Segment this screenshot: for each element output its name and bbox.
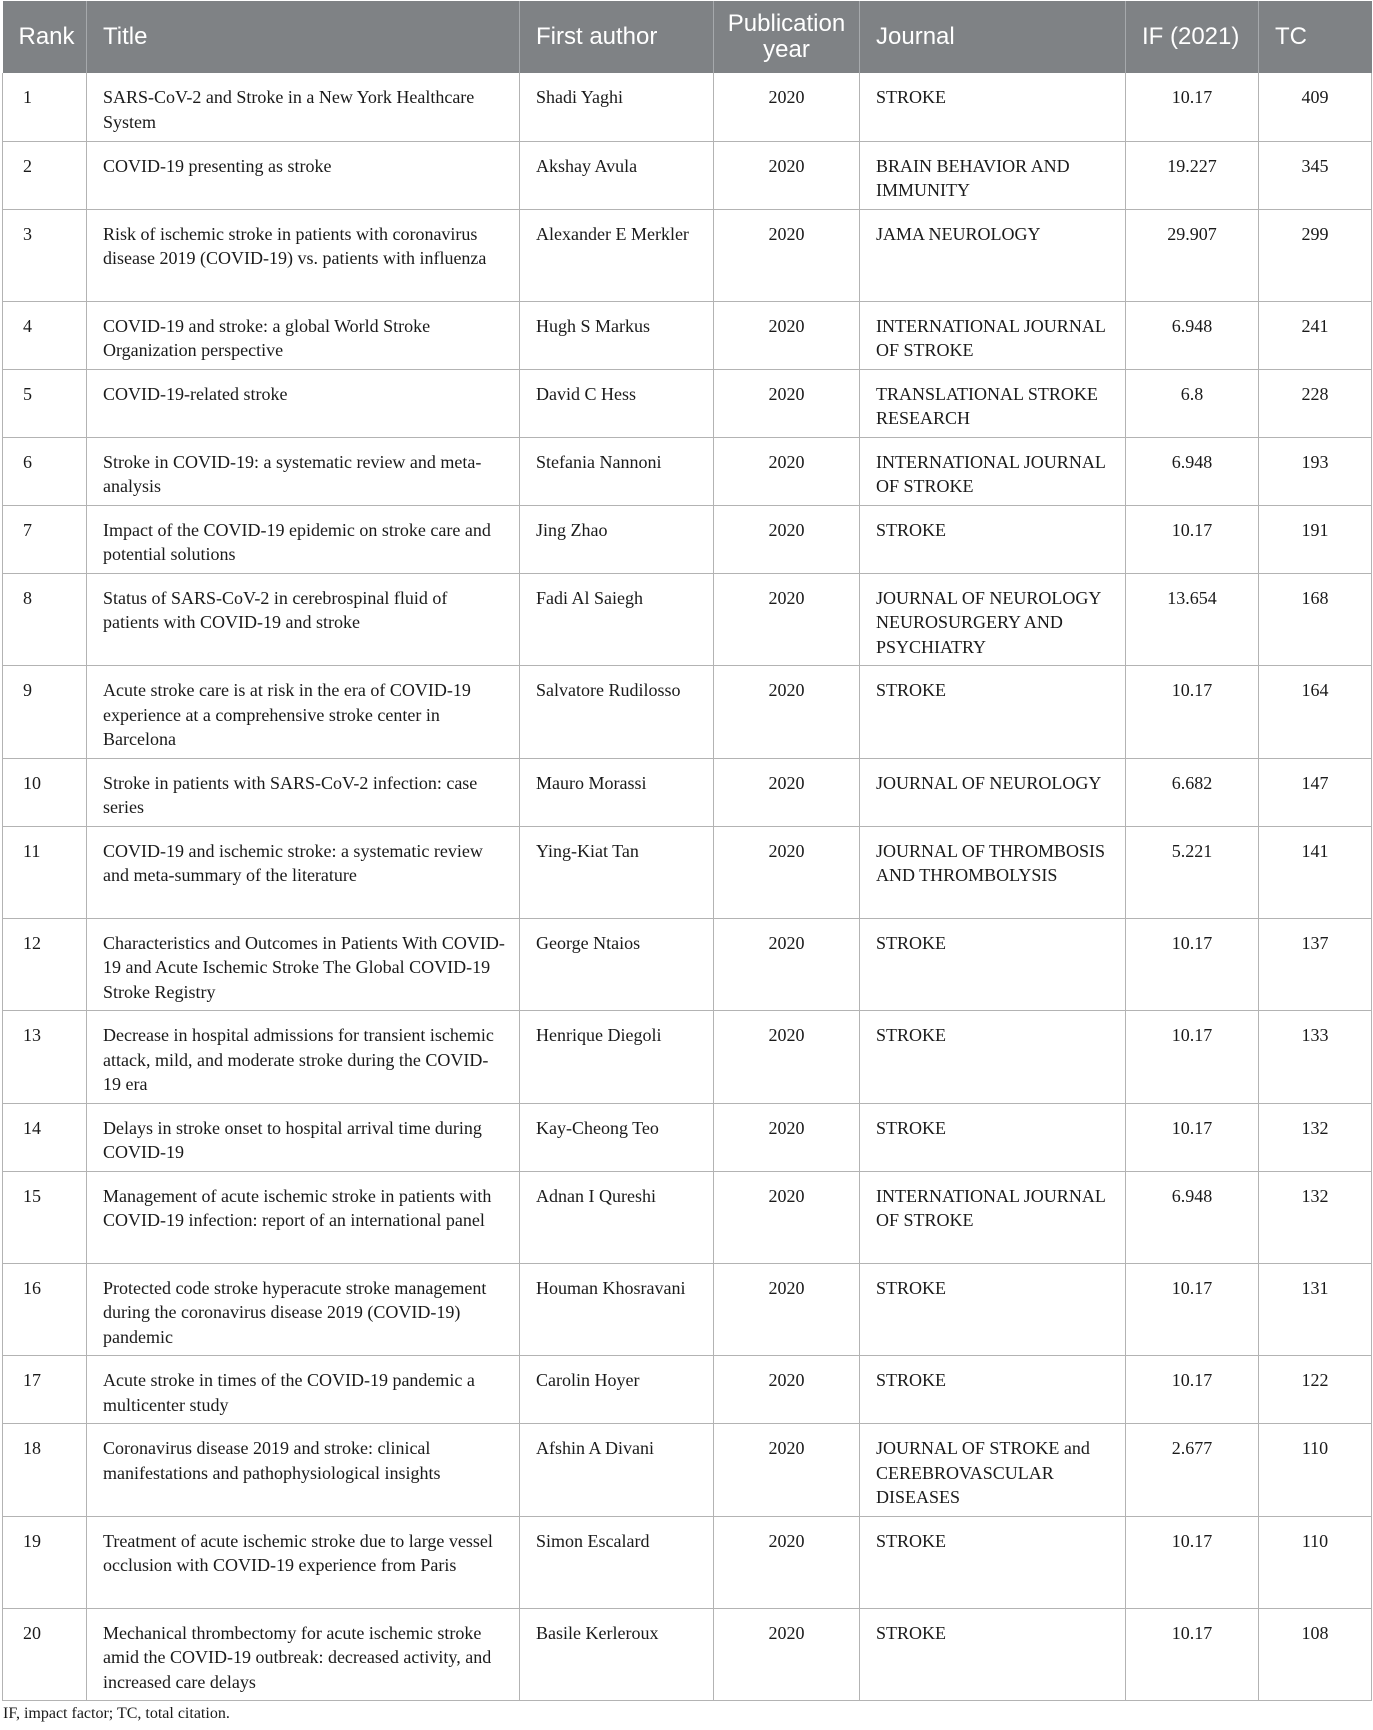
cell-first-author: George Ntaios bbox=[520, 918, 714, 1011]
cell-impact-factor: 2.677 bbox=[1126, 1424, 1259, 1517]
cell-title: Protected code stroke hyperacute stroke management during the coronavirus disease 2019 (COVID-19) pandemic bbox=[87, 1263, 520, 1356]
cell-total-citations: 132 bbox=[1259, 1103, 1372, 1171]
cell-publication-year: 2020 bbox=[714, 918, 860, 1011]
cell-journal: JOURNAL OF STROKE and CEREBROVASCULAR DISEASES bbox=[860, 1424, 1126, 1517]
cell-impact-factor: 19.227 bbox=[1126, 141, 1259, 209]
header-journal: Journal bbox=[860, 1, 1126, 73]
cell-first-author: Ying-Kiat Tan bbox=[520, 826, 714, 918]
cell-publication-year: 2020 bbox=[714, 826, 860, 918]
cell-total-citations: 299 bbox=[1259, 209, 1372, 301]
cell-impact-factor: 10.17 bbox=[1126, 73, 1259, 141]
cell-impact-factor: 6.948 bbox=[1126, 437, 1259, 505]
cell-rank: 18 bbox=[3, 1424, 87, 1517]
cell-journal: STROKE bbox=[860, 73, 1126, 141]
cell-title: Acute stroke care is at risk in the era of COVID-19 experience at a comprehensive stroke center in Barcelona bbox=[87, 666, 520, 759]
cell-impact-factor: 10.17 bbox=[1126, 1263, 1259, 1356]
cell-first-author: Akshay Avula bbox=[520, 141, 714, 209]
header-total-citations: TC bbox=[1259, 1, 1372, 73]
cell-total-citations: 110 bbox=[1259, 1424, 1372, 1517]
cell-title: Stroke in patients with SARS-CoV-2 infection: case series bbox=[87, 758, 520, 826]
table-row bbox=[3, 505, 1372, 573]
cell-first-author: Salvatore Rudilosso bbox=[520, 666, 714, 759]
cell-first-author: Mauro Morassi bbox=[520, 758, 714, 826]
cell-first-author: Henrique Diegoli bbox=[520, 1011, 714, 1104]
cell-title: Delays in stroke onset to hospital arrival time during COVID-19 bbox=[87, 1103, 520, 1171]
cell-total-citations: 110 bbox=[1259, 1516, 1372, 1608]
cell-rank: 14 bbox=[3, 1103, 87, 1171]
cell-journal: STROKE bbox=[860, 1516, 1126, 1608]
cell-first-author: David C Hess bbox=[520, 369, 714, 437]
cell-impact-factor: 13.654 bbox=[1126, 573, 1259, 666]
cell-impact-factor: 10.17 bbox=[1126, 918, 1259, 1011]
cell-journal: INTERNATIONAL JOURNAL OF STROKE bbox=[860, 301, 1126, 369]
cell-total-citations: 409 bbox=[1259, 73, 1372, 141]
cell-rank: 1 bbox=[3, 73, 87, 141]
header-first-author: First author bbox=[520, 1, 714, 73]
table-row bbox=[3, 1171, 1372, 1263]
cell-title: COVID-19 and stroke: a global World Stroke Organization perspective bbox=[87, 301, 520, 369]
table-row bbox=[3, 73, 1372, 141]
cell-first-author: Hugh S Markus bbox=[520, 301, 714, 369]
cell-impact-factor: 10.17 bbox=[1126, 1516, 1259, 1608]
cell-total-citations: 147 bbox=[1259, 758, 1372, 826]
cell-publication-year: 2020 bbox=[714, 1171, 860, 1263]
cell-publication-year: 2020 bbox=[714, 1011, 860, 1104]
table-row bbox=[3, 301, 1372, 369]
cell-impact-factor: 29.907 bbox=[1126, 209, 1259, 301]
cell-title: Mechanical thrombectomy for acute ischemic stroke amid the COVID-19 outbreak: decreased activity, and increased care delays bbox=[87, 1608, 520, 1701]
cell-rank: 15 bbox=[3, 1171, 87, 1263]
cell-first-author: Afshin A Divani bbox=[520, 1424, 714, 1517]
cell-publication-year: 2020 bbox=[714, 505, 860, 573]
table-row bbox=[3, 1424, 1372, 1517]
cell-first-author: Fadi Al Saiegh bbox=[520, 573, 714, 666]
cell-title: Coronavirus disease 2019 and stroke: clinical manifestations and pathophysiological insights bbox=[87, 1424, 520, 1517]
cell-title: Risk of ischemic stroke in patients with coronavirus disease 2019 (COVID-19) vs. patients with influenza bbox=[87, 209, 520, 301]
cell-publication-year: 2020 bbox=[714, 1516, 860, 1608]
cell-journal: STROKE bbox=[860, 918, 1126, 1011]
cell-journal: STROKE bbox=[860, 1263, 1126, 1356]
cell-total-citations: 345 bbox=[1259, 141, 1372, 209]
cell-total-citations: 228 bbox=[1259, 369, 1372, 437]
table-row bbox=[3, 1011, 1372, 1104]
cell-first-author: Shadi Yaghi bbox=[520, 73, 714, 141]
cell-publication-year: 2020 bbox=[714, 1424, 860, 1517]
cell-rank: 19 bbox=[3, 1516, 87, 1608]
cell-journal: JOURNAL OF THROMBOSIS AND THROMBOLYSIS bbox=[860, 826, 1126, 918]
top-cited-articles-table bbox=[2, 1, 1372, 1701]
cell-publication-year: 2020 bbox=[714, 1103, 860, 1171]
cell-total-citations: 133 bbox=[1259, 1011, 1372, 1104]
cell-first-author: Stefania Nannoni bbox=[520, 437, 714, 505]
table-header-row bbox=[3, 1, 1372, 73]
header-impact-factor: IF (2021) bbox=[1126, 1, 1259, 73]
cell-publication-year: 2020 bbox=[714, 573, 860, 666]
cell-title: Characteristics and Outcomes in Patients With COVID-19 and Acute Ischemic Stroke The Global COVID-19 Stroke Registry bbox=[87, 918, 520, 1011]
cell-rank: 3 bbox=[3, 209, 87, 301]
header-publication-year-line2: year bbox=[763, 36, 810, 63]
cell-total-citations: 168 bbox=[1259, 573, 1372, 666]
cell-first-author: Kay-Cheong Teo bbox=[520, 1103, 714, 1171]
cell-first-author: Jing Zhao bbox=[520, 505, 714, 573]
cell-title: Status of SARS-CoV-2 in cerebrospinal fluid of patients with COVID-19 and stroke bbox=[87, 573, 520, 666]
cell-rank: 10 bbox=[3, 758, 87, 826]
cell-publication-year: 2020 bbox=[714, 301, 860, 369]
cell-publication-year: 2020 bbox=[714, 73, 860, 141]
cell-title: COVID-19 and ischemic stroke: a systematic review and meta-summary of the literature bbox=[87, 826, 520, 918]
cell-rank: 5 bbox=[3, 369, 87, 437]
cell-title: Acute stroke in times of the COVID-19 pandemic a multicenter study bbox=[87, 1356, 520, 1424]
cell-rank: 6 bbox=[3, 437, 87, 505]
cell-rank: 8 bbox=[3, 573, 87, 666]
table-row bbox=[3, 141, 1372, 209]
cell-total-citations: 191 bbox=[1259, 505, 1372, 573]
cell-total-citations: 241 bbox=[1259, 301, 1372, 369]
cell-impact-factor: 10.17 bbox=[1126, 505, 1259, 573]
cell-title: Stroke in COVID-19: a systematic review and meta-analysis bbox=[87, 437, 520, 505]
cell-first-author: Basile Kerleroux bbox=[520, 1608, 714, 1701]
cell-journal: STROKE bbox=[860, 666, 1126, 759]
cell-total-citations: 132 bbox=[1259, 1171, 1372, 1263]
cell-first-author: Carolin Hoyer bbox=[520, 1356, 714, 1424]
citation-table-container bbox=[2, 1, 1371, 1701]
cell-title: SARS-CoV-2 and Stroke in a New York Healthcare System bbox=[87, 73, 520, 141]
cell-journal: JOURNAL OF NEUROLOGY bbox=[860, 758, 1126, 826]
cell-journal: STROKE bbox=[860, 1608, 1126, 1701]
cell-publication-year: 2020 bbox=[714, 1608, 860, 1701]
cell-title: Decrease in hospital admissions for transient ischemic attack, mild, and moderate stroke during the COVID-19 era bbox=[87, 1011, 520, 1104]
cell-title: Treatment of acute ischemic stroke due to large vessel occlusion with COVID-19 experience from Paris bbox=[87, 1516, 520, 1608]
cell-rank: 11 bbox=[3, 826, 87, 918]
cell-journal: INTERNATIONAL JOURNAL OF STROKE bbox=[860, 437, 1126, 505]
cell-rank: 16 bbox=[3, 1263, 87, 1356]
cell-publication-year: 2020 bbox=[714, 666, 860, 759]
cell-publication-year: 2020 bbox=[714, 141, 860, 209]
cell-journal: TRANSLATIONAL STROKE RESEARCH bbox=[860, 369, 1126, 437]
cell-journal: STROKE bbox=[860, 505, 1126, 573]
cell-rank: 20 bbox=[3, 1608, 87, 1701]
table-row bbox=[3, 1608, 1372, 1701]
cell-impact-factor: 10.17 bbox=[1126, 666, 1259, 759]
table-row bbox=[3, 918, 1372, 1011]
cell-journal: STROKE bbox=[860, 1356, 1126, 1424]
table-row bbox=[3, 1356, 1372, 1424]
cell-impact-factor: 10.17 bbox=[1126, 1103, 1259, 1171]
cell-rank: 12 bbox=[3, 918, 87, 1011]
header-publication-year bbox=[714, 1, 860, 73]
cell-journal: INTERNATIONAL JOURNAL OF STROKE bbox=[860, 1171, 1126, 1263]
table-row bbox=[3, 209, 1372, 301]
cell-first-author: Adnan I Qureshi bbox=[520, 1171, 714, 1263]
cell-impact-factor: 10.17 bbox=[1126, 1356, 1259, 1424]
table-row bbox=[3, 437, 1372, 505]
cell-total-citations: 122 bbox=[1259, 1356, 1372, 1424]
cell-first-author: Alexander E Merkler bbox=[520, 209, 714, 301]
cell-title: COVID-19-related stroke bbox=[87, 369, 520, 437]
cell-total-citations: 137 bbox=[1259, 918, 1372, 1011]
cell-rank: 17 bbox=[3, 1356, 87, 1424]
table-row bbox=[3, 1263, 1372, 1356]
table-row bbox=[3, 826, 1372, 918]
table-row bbox=[3, 758, 1372, 826]
table-row bbox=[3, 369, 1372, 437]
cell-publication-year: 2020 bbox=[714, 437, 860, 505]
cell-impact-factor: 10.17 bbox=[1126, 1011, 1259, 1104]
cell-title: COVID-19 presenting as stroke bbox=[87, 141, 520, 209]
cell-impact-factor: 6.948 bbox=[1126, 1171, 1259, 1263]
cell-first-author: Houman Khosravani bbox=[520, 1263, 714, 1356]
cell-title: Impact of the COVID-19 epidemic on stroke care and potential solutions bbox=[87, 505, 520, 573]
table-body bbox=[3, 73, 1372, 1701]
cell-rank: 9 bbox=[3, 666, 87, 759]
cell-rank: 2 bbox=[3, 141, 87, 209]
cell-rank: 13 bbox=[3, 1011, 87, 1104]
header-rank: Rank bbox=[3, 1, 87, 73]
cell-journal: STROKE bbox=[860, 1011, 1126, 1104]
cell-total-citations: 164 bbox=[1259, 666, 1372, 759]
cell-total-citations: 193 bbox=[1259, 437, 1372, 505]
table-footnote: IF, impact factor; TC, total citation. bbox=[3, 1705, 230, 1722]
cell-total-citations: 131 bbox=[1259, 1263, 1372, 1356]
table-row bbox=[3, 1103, 1372, 1171]
cell-rank: 7 bbox=[3, 505, 87, 573]
cell-rank: 4 bbox=[3, 301, 87, 369]
cell-journal: JOURNAL OF NEUROLOGY NEUROSURGERY AND PSYCHIATRY bbox=[860, 573, 1126, 666]
cell-impact-factor: 5.221 bbox=[1126, 826, 1259, 918]
cell-publication-year: 2020 bbox=[714, 209, 860, 301]
cell-first-author: Simon Escalard bbox=[520, 1516, 714, 1608]
cell-total-citations: 141 bbox=[1259, 826, 1372, 918]
cell-total-citations: 108 bbox=[1259, 1608, 1372, 1701]
cell-publication-year: 2020 bbox=[714, 1356, 860, 1424]
cell-journal: STROKE bbox=[860, 1103, 1126, 1171]
cell-journal: JAMA NEUROLOGY bbox=[860, 209, 1126, 301]
cell-impact-factor: 6.948 bbox=[1126, 301, 1259, 369]
table-row bbox=[3, 573, 1372, 666]
cell-publication-year: 2020 bbox=[714, 1263, 860, 1356]
table-row bbox=[3, 1516, 1372, 1608]
table-row bbox=[3, 666, 1372, 759]
header-title: Title bbox=[87, 1, 520, 73]
header-publication-year-line1: Publication bbox=[727, 10, 846, 37]
cell-publication-year: 2020 bbox=[714, 758, 860, 826]
cell-impact-factor: 6.682 bbox=[1126, 758, 1259, 826]
cell-title: Management of acute ischemic stroke in patients with COVID-19 infection: report of an international panel bbox=[87, 1171, 520, 1263]
cell-publication-year: 2020 bbox=[714, 369, 860, 437]
cell-impact-factor: 10.17 bbox=[1126, 1608, 1259, 1701]
cell-journal: BRAIN BEHAVIOR AND IMMUNITY bbox=[860, 141, 1126, 209]
cell-impact-factor: 6.8 bbox=[1126, 369, 1259, 437]
